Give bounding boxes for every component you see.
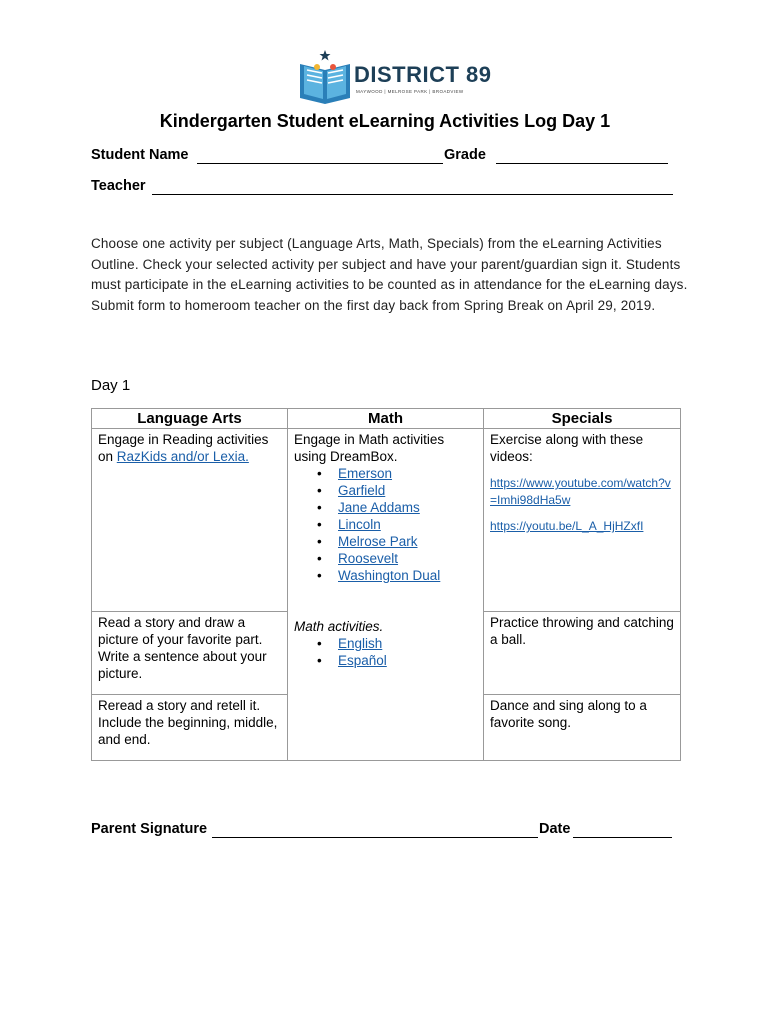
youtube-video-link-1[interactable]: https://www.youtube.com/watch?v=Imhi98dHa5w (490, 476, 671, 507)
specials-activity-1-text: Exercise along with these videos: (490, 432, 644, 464)
school-link-jane-addams[interactable]: • Jane Addams (338, 499, 477, 516)
school-link-lincoln[interactable]: • Lincoln (338, 516, 477, 533)
school-link-washington-dual[interactable]: • Washington Dual (338, 567, 477, 584)
math-language-list (294, 635, 477, 669)
table-row (92, 429, 681, 612)
page-title: Kindergarten Student eLearning Activities Log Day 1 (159, 111, 611, 131)
specials-activity-3[interactable]: Dance and sing along to a favorite song. (484, 695, 681, 761)
specials-activity-1[interactable] (484, 429, 681, 612)
language-arts-activity-2[interactable]: Read a story and draw a picture of your favorite part. Write a sentence about your picture. (92, 612, 288, 695)
razkids-lexia-link[interactable]: RazKids and/or Lexia. (116, 449, 249, 464)
school-link-roosevelt[interactable]: • Roosevelt (338, 550, 477, 567)
specials-activity-2[interactable]: Practice throwing and catching a ball. (484, 612, 681, 695)
instructions-paragraph: Choose one activity per subject (Language Arts, Math, Specials) from the eLearning Activities Outline. Check your selected activity per subject and have your parent/guardian sign it. Students must participate in the eLearning activities to be counted as in attendance for the eLearning days. Submit form to homeroom teacher on the first day back from Spring Break on April 29, 2019. (91, 236, 688, 313)
activities-table (91, 408, 681, 761)
language-arts-activity-3[interactable]: Reread a story and retell it. Include the beginning, middle, and end. (92, 695, 288, 761)
table-header-row (92, 409, 681, 429)
teacher-label: Teacher (91, 178, 146, 194)
header-language-arts: Language Arts (92, 409, 288, 429)
student-name-field[interactable] (197, 163, 443, 164)
math-activity-1-text[interactable]: Engage in Math activities using DreamBox. (294, 432, 445, 464)
teacher-field[interactable] (152, 194, 673, 195)
grade-label: Grade (444, 147, 486, 163)
dreambox-school-list (294, 465, 477, 584)
date-field[interactable] (573, 837, 672, 838)
youtube-video-link-2[interactable]: https://youtu.be/L_A_HjHZxfI (490, 519, 644, 533)
book-logo-icon (296, 46, 354, 108)
district-logo (296, 46, 492, 110)
header-math: Math (288, 409, 484, 429)
math-link-espanol[interactable]: • Español (338, 652, 477, 669)
la-activity-1-text: Engage in Reading activities on (98, 432, 269, 464)
date-label: Date (539, 821, 571, 837)
grade-field[interactable] (496, 163, 668, 164)
math-link-english[interactable]: • English (338, 635, 477, 652)
school-link-melrose-park[interactable]: • Melrose Park (338, 533, 477, 550)
language-arts-activity-1[interactable] (92, 429, 288, 612)
header-specials: Specials (484, 409, 681, 429)
logo-name: DISTRICT 89 (354, 62, 492, 87)
day-label: Day 1 (91, 377, 131, 394)
math-activities-cell (288, 429, 484, 761)
math-activity-2-text[interactable]: Math activities. (294, 619, 384, 634)
school-link-garfield[interactable]: • Garfield (338, 482, 477, 499)
parent-signature-field[interactable] (212, 837, 538, 838)
parent-signature-label: Parent Signature (91, 821, 208, 837)
school-link-emerson[interactable]: • Emerson (338, 465, 477, 482)
student-name-label: Student Name (91, 147, 189, 163)
logo-tagline: MAYWOOD | MELROSE PARK | BROADVIEW (356, 89, 464, 94)
